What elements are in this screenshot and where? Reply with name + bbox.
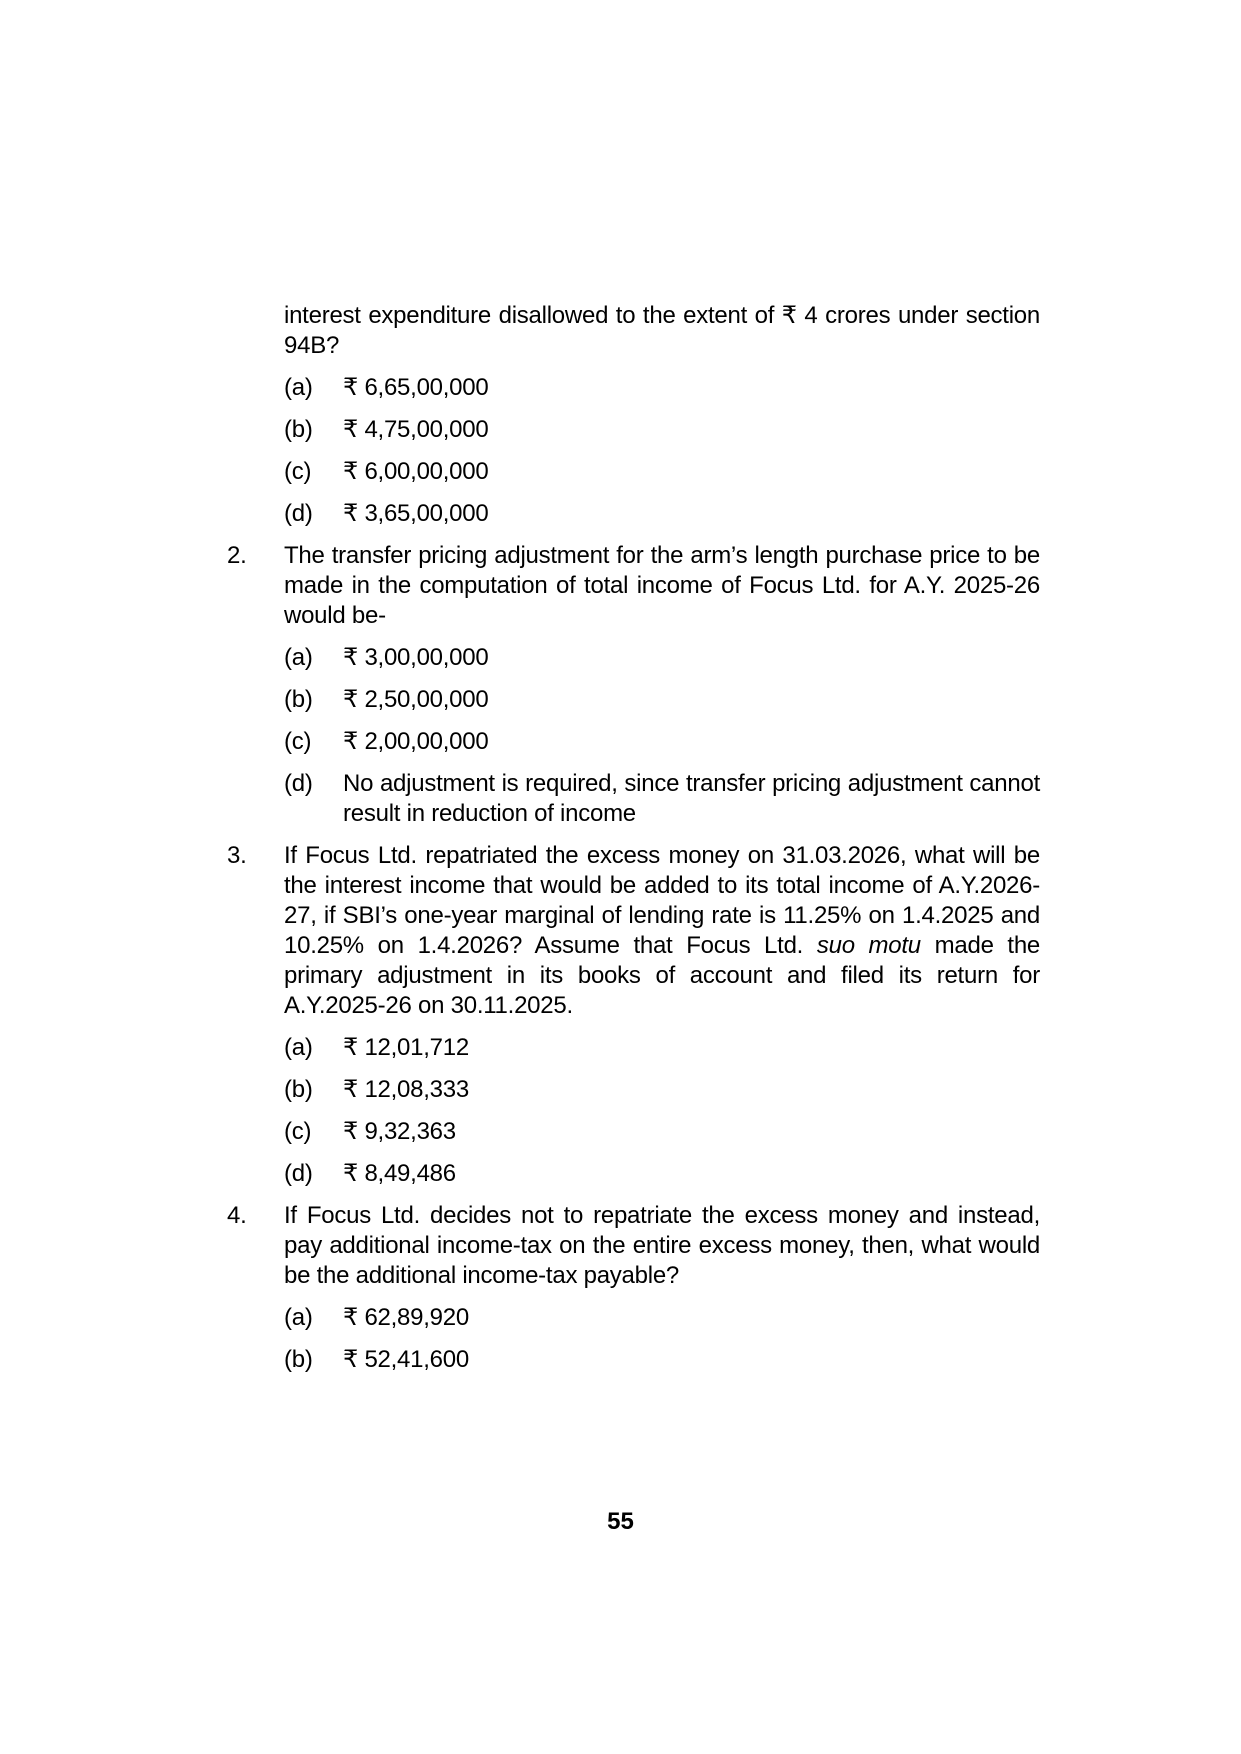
question-number: 2.: [227, 542, 247, 569]
option-row: [284, 769, 1040, 829]
option-row: [284, 1159, 1040, 1189]
option-value: ₹ 12,01,712: [343, 1034, 469, 1061]
question-row: [227, 1201, 1040, 1291]
option-row: [284, 499, 1040, 529]
option-row: [284, 373, 1040, 403]
option-label: (a): [284, 374, 313, 401]
options-list: [284, 643, 1040, 829]
text-segment: made the primary adjustment in its books of account and filed its return for A.Y.2025-26 on 30.11.2025.: [284, 932, 1041, 1019]
option-value: No adjustment is required, since transfer pricing adjustment cannot result in reduction of income: [343, 770, 1040, 827]
question-block: [227, 1201, 1040, 1375]
text-segment: If Focus Ltd. decides not to repatriate the excess money and instead, pay additional income-tax on the entire excess money, then, what would be the additional income-tax payable?: [284, 1202, 1040, 1289]
question-block: [227, 541, 1040, 829]
question-text: [284, 541, 1040, 631]
option-row: [284, 1075, 1040, 1105]
question-row: [227, 841, 1040, 1021]
options-list: [284, 1033, 1040, 1189]
option-value: ₹ 52,41,600: [343, 1346, 469, 1373]
option-label: (d): [284, 500, 313, 527]
option-label: (c): [284, 1118, 312, 1145]
option-label: (a): [284, 1034, 313, 1061]
italic-phrase: suo motu: [816, 932, 921, 959]
options-list: [284, 1303, 1040, 1375]
question-number: 3.: [227, 842, 247, 869]
option-row: [284, 1033, 1040, 1063]
question-text: [284, 301, 1040, 361]
question-row: [227, 301, 1040, 361]
question-block: [227, 301, 1040, 529]
option-value: ₹ 6,65,00,000: [343, 374, 489, 401]
option-label: (d): [284, 770, 313, 797]
option-label: (b): [284, 1346, 313, 1373]
questions-section: [227, 301, 1040, 1375]
option-value: ₹ 2,00,00,000: [343, 728, 489, 755]
text-segment: The transfer pricing adjustment for the arm’s length purchase price to be made in the computation of total income of Focus Ltd. for A.Y. 2025-26 would be-: [284, 542, 1040, 629]
question-block: [227, 841, 1040, 1189]
option-row: [284, 1345, 1040, 1375]
page-footer: [0, 1507, 1241, 1537]
option-label: (c): [284, 458, 312, 485]
question-text: [284, 841, 1040, 1021]
option-row: [284, 727, 1040, 757]
text-segment: If Focus Ltd. repatriated the excess money on 31.03.2026, what will be the interest income that would be added to its total income of A.Y.2026-27, if SBI’s one-year marginal of lending rate is 11.25% on 1.4.2025 and 10.25% on 1.4.2026? Assume that Focus Ltd.: [284, 842, 1040, 959]
page-number: 55: [607, 1508, 634, 1535]
option-row: [284, 1117, 1040, 1147]
option-value: ₹ 9,32,363: [343, 1118, 456, 1145]
text-segment: interest expenditure disallowed to the extent of ₹ 4 crores under section 94B?: [284, 302, 1040, 359]
option-value: ₹ 8,49,486: [343, 1160, 456, 1187]
option-value: ₹ 2,50,00,000: [343, 686, 489, 713]
question-number: [227, 301, 284, 361]
option-label: (b): [284, 686, 313, 713]
question-row: [227, 541, 1040, 631]
option-row: [284, 685, 1040, 715]
option-label: (a): [284, 644, 313, 671]
question-text: [284, 1201, 1040, 1291]
question-number: 4.: [227, 1202, 247, 1229]
option-label: (a): [284, 1304, 313, 1331]
options-list: [284, 373, 1040, 529]
option-value: ₹ 6,00,00,000: [343, 458, 489, 485]
option-label: (c): [284, 728, 312, 755]
option-row: [284, 643, 1040, 673]
option-label: (b): [284, 416, 313, 443]
option-row: [284, 457, 1040, 487]
option-value: ₹ 12,08,333: [343, 1076, 469, 1103]
option-value: ₹ 4,75,00,000: [343, 416, 489, 443]
option-label: (d): [284, 1160, 313, 1187]
option-value: ₹ 62,89,920: [343, 1304, 469, 1331]
option-label: (b): [284, 1076, 313, 1103]
option-row: [284, 415, 1040, 445]
option-value: ₹ 3,65,00,000: [343, 500, 489, 527]
option-value: ₹ 3,00,00,000: [343, 644, 489, 671]
option-row: [284, 1303, 1040, 1333]
